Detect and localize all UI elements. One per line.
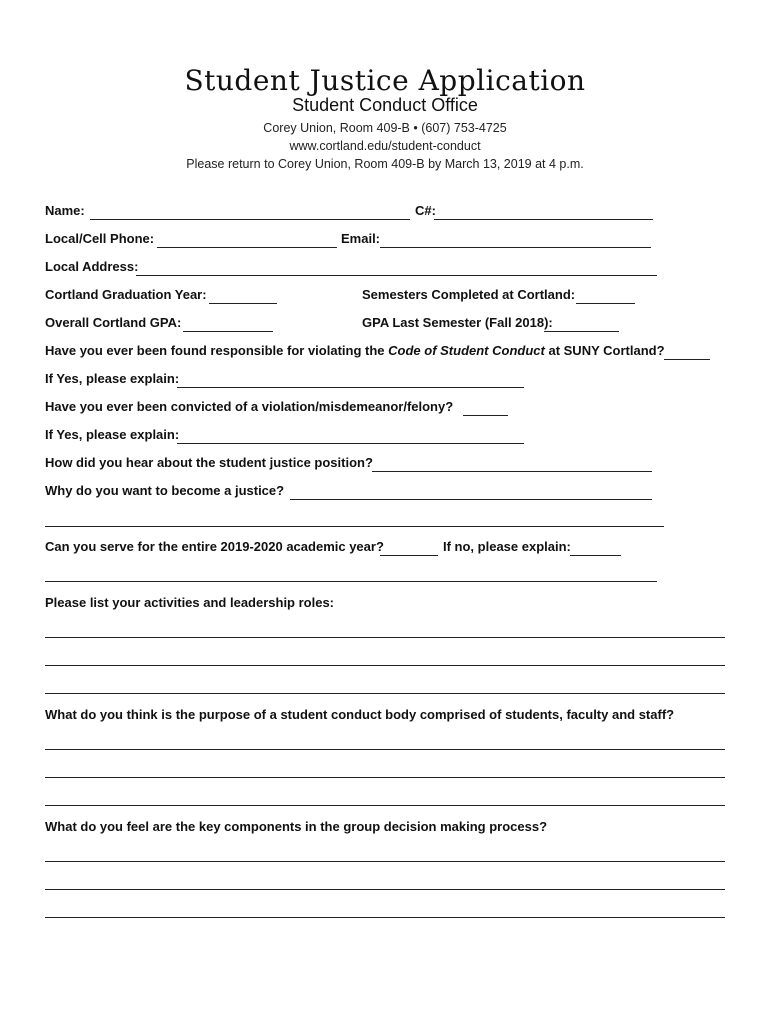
explain1-field[interactable]: [177, 371, 524, 388]
components-line-3[interactable]: [45, 917, 725, 918]
code-of-conduct-title: Code of Student Conduct: [388, 343, 545, 358]
office-website[interactable]: www.cortland.edu/student-conduct: [289, 139, 481, 153]
purpose-line-2[interactable]: [45, 777, 725, 778]
address-label: Local Address:: [45, 259, 139, 274]
hear-answer-field[interactable]: [372, 455, 652, 472]
grad-year-field[interactable]: [209, 287, 277, 304]
gpa-label: Overall Cortland GPA:: [45, 315, 182, 330]
violation-question: [45, 343, 665, 358]
form-title: Student Justice Application: [184, 64, 586, 97]
semesters-field[interactable]: [576, 287, 635, 304]
purpose-line-3[interactable]: [45, 805, 725, 806]
phone-field[interactable]: [157, 231, 337, 248]
grad-year-label: Cortland Graduation Year:: [45, 287, 207, 302]
activities-line-3[interactable]: [45, 693, 725, 694]
serve-explain-label: If no, please explain:: [443, 539, 571, 554]
serve-explain-field[interactable]: [570, 539, 621, 556]
activities-question: Please list your activities and leadership roles:: [45, 595, 335, 610]
activities-line-1[interactable]: [45, 637, 725, 638]
semesters-label: Semesters Completed at Cortland:: [362, 287, 576, 302]
violation-question-pre: Have you ever been found responsible for violating the: [45, 343, 385, 358]
email-label: Email:: [341, 231, 381, 246]
explain2-label: If Yes, please explain:: [45, 427, 180, 442]
activities-line-2[interactable]: [45, 665, 725, 666]
email-field[interactable]: [380, 231, 651, 248]
components-line-1[interactable]: [45, 861, 725, 862]
purpose-question: What do you think is the purpose of a student conduct body comprised of students, faculty and staff?: [45, 707, 675, 722]
name-label: Name:: [45, 203, 85, 218]
explain1-label: If Yes, please explain:: [45, 371, 180, 386]
phone-label: Local/Cell Phone:: [45, 231, 155, 246]
convicted-question: Have you ever been convicted of a violation/misdemeanor/felony?: [45, 399, 454, 414]
office-name: Student Conduct Office: [292, 95, 478, 115]
cnum-label: C#:: [415, 203, 436, 218]
office-address: Corey Union, Room 409-B • (607) 753-4725: [263, 121, 507, 135]
why-question: Why do you want to become a justice?: [45, 483, 285, 498]
cnum-field[interactable]: [434, 203, 653, 220]
gpa-last-label: GPA Last Semester (Fall 2018):: [362, 315, 553, 330]
components-line-2[interactable]: [45, 889, 725, 890]
hear-question: How did you hear about the student justice position?: [45, 455, 373, 470]
gpa-last-field[interactable]: [544, 315, 619, 332]
violation-question-post: at SUNY Cortland?: [548, 343, 665, 358]
serve-question: Can you serve for the entire 2019-2020 academic year?: [45, 539, 384, 554]
address-field[interactable]: [136, 259, 657, 276]
convicted-answer-field[interactable]: [463, 399, 508, 416]
why-answer-field[interactable]: [290, 483, 652, 500]
explain2-field[interactable]: [177, 427, 524, 444]
violation-answer-field[interactable]: [664, 343, 710, 360]
purpose-line-1[interactable]: [45, 749, 725, 750]
serve-answer-field[interactable]: [380, 539, 438, 556]
name-field[interactable]: [90, 203, 410, 220]
serve-explain-line-2[interactable]: [45, 581, 657, 582]
return-note: Please return to Corey Union, Room 409-B by March 13, 2019 at 4 p.m.: [186, 157, 584, 171]
gpa-field[interactable]: [183, 315, 273, 332]
why-answer-line-2[interactable]: [45, 526, 664, 527]
components-question: What do you feel are the key components in the group decision making process?: [45, 819, 548, 834]
